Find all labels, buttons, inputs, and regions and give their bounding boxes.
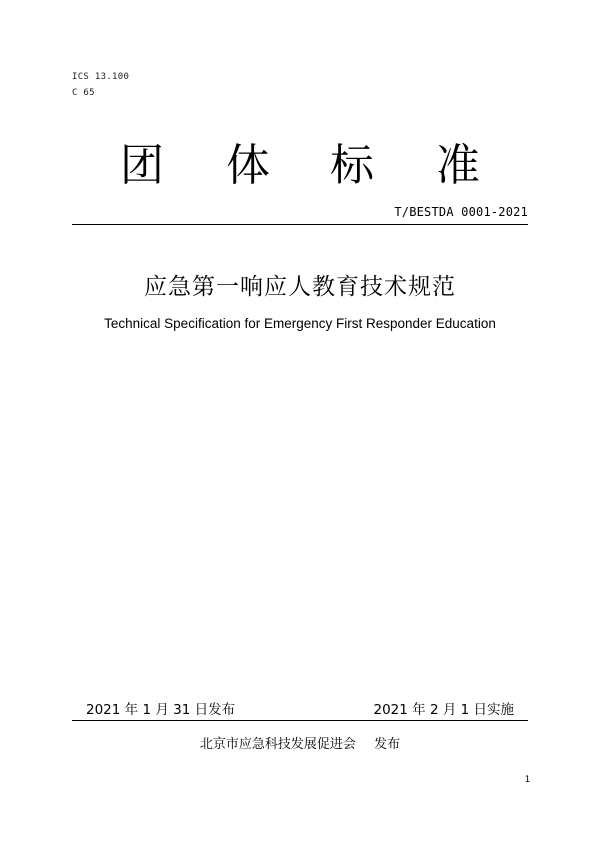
footer-divider xyxy=(72,720,528,721)
publisher-organization: 北京市应急科技发展促进会 xyxy=(199,737,356,752)
standard-type-char: 体 xyxy=(226,140,270,191)
ics-code: ICS 13.100 xyxy=(72,72,130,82)
standard-type-char: 团 xyxy=(120,140,164,191)
publish-date: 2021 年 1 月 31 日发布 xyxy=(86,702,236,718)
chinese-title: 应急第一响应人教育技术规范 xyxy=(144,274,456,300)
implement-date: 2021 年 2 月 1 日实施 xyxy=(373,702,514,718)
standard-type-char: 标 xyxy=(330,140,374,191)
standard-type-heading xyxy=(0,138,600,194)
ccs-code: C 65 xyxy=(72,88,95,98)
standard-type-char: 准 xyxy=(436,140,480,191)
header-divider xyxy=(72,224,528,225)
standard-number: T/BESTDA 0001-2021 xyxy=(394,205,528,219)
page-number: 1 xyxy=(524,775,530,785)
publisher-action: 发布 xyxy=(374,737,401,752)
publisher-line xyxy=(0,733,600,752)
english-title: Technical Specification for Emergency First Responder Education xyxy=(104,316,496,331)
